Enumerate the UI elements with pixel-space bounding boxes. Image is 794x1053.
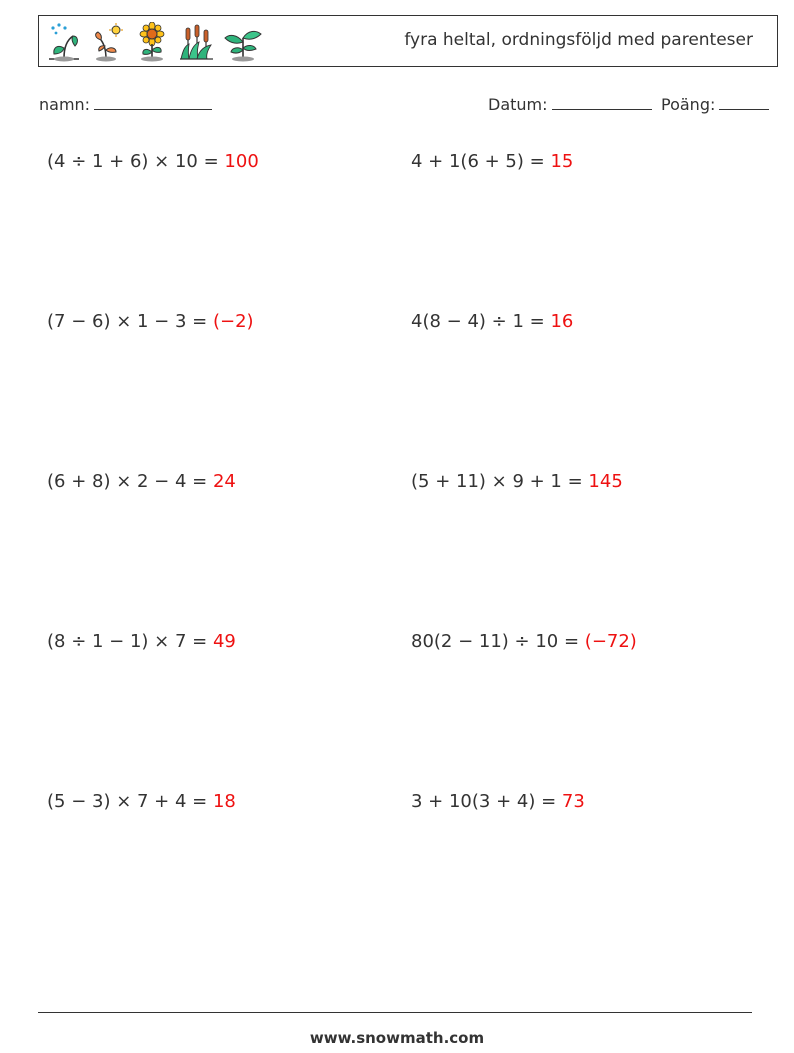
date-blank[interactable] <box>552 93 652 110</box>
problem-10 <box>411 791 585 812</box>
problem-2 <box>411 151 573 172</box>
problem-answer: 73 <box>561 791 585 812</box>
problem-answer: (−2) <box>212 311 254 332</box>
problem-answer: 15 <box>550 151 574 172</box>
problem-answer: 18 <box>212 791 236 812</box>
problem-question: 4 + 1(6 + 5) = <box>411 151 551 172</box>
wilting-flower-icon <box>89 22 127 62</box>
problem-3 <box>47 311 254 332</box>
problem-5 <box>47 471 236 492</box>
score-field <box>661 93 769 114</box>
date-field <box>488 93 652 114</box>
problem-4 <box>411 311 573 332</box>
problem-6 <box>411 471 623 492</box>
date-label: Datum: <box>488 95 548 114</box>
problem-answer: (−72) <box>584 631 637 652</box>
name-field <box>39 93 212 114</box>
worksheet-title: fyra heltal, ordningsföljd med parenteser <box>404 30 753 50</box>
problem-answer: 145 <box>588 471 623 492</box>
score-label: Poäng: <box>661 95 716 114</box>
problem-question: (8 ÷ 1 − 1) × 7 = <box>47 631 213 652</box>
score-blank[interactable] <box>719 93 769 110</box>
problem-question: 80(2 − 11) ÷ 10 = <box>411 631 585 652</box>
problem-answer: 49 <box>212 631 236 652</box>
problem-answer: 24 <box>212 471 236 492</box>
problem-question: (5 − 3) × 7 + 4 = <box>47 791 213 812</box>
problem-1 <box>47 151 259 172</box>
problem-question: (6 + 8) × 2 − 4 = <box>47 471 213 492</box>
footer-divider <box>38 1012 752 1013</box>
problem-question: 3 + 10(3 + 4) = <box>411 791 562 812</box>
problem-8 <box>411 631 637 652</box>
problem-question: (4 ÷ 1 + 6) × 10 = <box>47 151 225 172</box>
problem-answer: 100 <box>224 151 259 172</box>
name-label: namn: <box>39 95 91 114</box>
problem-answer: 16 <box>550 311 574 332</box>
sunflower-icon <box>133 22 171 62</box>
seedling-icon <box>221 22 265 62</box>
header-icons <box>45 20 265 64</box>
watering-plant-icon <box>45 22 83 62</box>
name-blank[interactable] <box>94 93 212 110</box>
problem-7 <box>47 631 236 652</box>
problem-question: (7 − 6) × 1 − 3 = <box>47 311 213 332</box>
cattail-reeds-icon <box>177 22 215 62</box>
worksheet-header <box>38 15 778 67</box>
footer-site-link[interactable]: www.snowmath.com <box>309 1029 485 1047</box>
problem-question: 4(8 − 4) ÷ 1 = <box>411 311 551 332</box>
problem-question: (5 + 11) × 9 + 1 = <box>411 471 589 492</box>
problem-9 <box>47 791 236 812</box>
